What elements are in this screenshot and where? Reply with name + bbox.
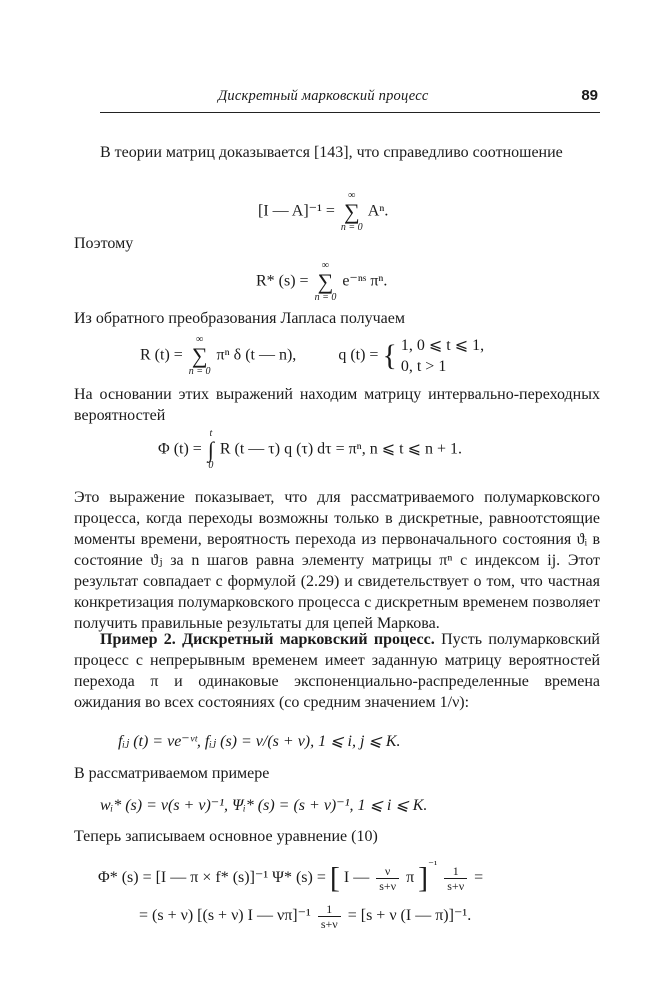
sum-symbol-2: ∞ ∑ n = 0: [314, 260, 337, 303]
fraction-1-over-s-plus-nu: $\frac{1}{s+\nu}$: [444, 864, 467, 893]
equation-3: [140, 334, 484, 378]
sum-symbol-1: ∞ ∑ n = 0: [340, 190, 363, 233]
eq2-lhs: R* (s) =: [256, 272, 309, 290]
eq4-lhs: Φ (t) =: [158, 440, 202, 458]
paragraph-2: Поэтому: [74, 235, 134, 252]
equation-1: [258, 190, 388, 234]
eq7-part-a: Φ* (s) = [I — π × f* (s)]⁻¹ Ψ* (s) =: [98, 869, 326, 886]
sum-symbol-3: ∞ ∑ n = 0: [188, 334, 211, 377]
eq7-part-c: π: [406, 869, 415, 886]
equation-6: wᵢ* (s) = ν(s + ν)⁻¹, Ψᵢ* (s) = (s + ν)⁻¹, 1 ⩽ i ⩽ K.: [100, 797, 428, 814]
right-bracket: ]: [418, 861, 429, 895]
page-number: 89: [581, 87, 598, 104]
left-brace: {: [382, 339, 397, 372]
running-title: Дискретный марковский процесс: [218, 88, 429, 104]
paragraph-1: В теории матриц доказывается [143], что справедливо соотношение: [100, 144, 563, 161]
equation-7: [98, 855, 483, 893]
eq4-rhs: R (t — τ) q (τ) dτ = πⁿ, n ⩽ t ⩽ n + 1.: [219, 440, 462, 458]
eq7-part-b: I —: [343, 869, 370, 886]
paragraph-5: Это выражение показывает, что для рассматриваемого полумарковского процесса, когда переходы возможны только в дискретные, равноотстоящие моменты времени, вероятность перехода из первоначального состояния ϑᵢ в состояние ϑⱼ за n шагов равна элементу матрицы πⁿ с индексом ij. Этот результат совпадает с формулой (2.29) и свидетельствует о том, что частная конкретизация полумарковского процесса с дискретным временем позволяет получить правильные результаты для цепей Маркова.: [74, 489, 600, 632]
paragraph-4: На основании этих выражений находим матрицу интервально-переходных вероятностей: [74, 386, 600, 424]
eq7-exponent: ⁻¹: [428, 859, 438, 871]
eq1-lhs: [I — A]⁻¹ =: [258, 202, 335, 220]
paragraph-example: [74, 629, 600, 713]
eq3-lhs: R (t) =: [140, 346, 183, 364]
equation-8: [139, 902, 471, 931]
eq8-part-a: = (s + ν) [(s + ν) I — νπ]⁻¹: [139, 907, 311, 925]
equation-5: fᵢⱼ (t) = νe⁻ᵛᵗ, fᵢⱼ (s) = ν/(s + ν), 1 ⩽ i, j ⩽ K.: [118, 733, 401, 750]
fraction-1-over-s-plus-nu-2: $\frac{1}{s+\nu}$: [318, 902, 341, 931]
eq1-rhs: Aⁿ.: [367, 202, 389, 220]
eq7-equals: =: [474, 869, 484, 886]
eq3-rhs: πⁿ δ (t — n),: [216, 346, 297, 364]
fraction-nu-over-s-plus-nu: $\frac{\nu}{s+\nu}$: [376, 864, 399, 893]
page-header: [100, 86, 600, 113]
equation-4: [158, 428, 462, 472]
eq8-part-b: = [s + ν (I — π)]⁻¹.: [347, 907, 472, 925]
eq2-rhs: e⁻ⁿˢ πⁿ.: [342, 272, 388, 290]
paragraph-7: В рассматриваемом примере: [74, 765, 270, 782]
equation-2: [256, 260, 387, 304]
example-text: Пусть полумарковский процесс с непрерывным временем имеет заданную матрицу вероятностей перехода π и одинаковые экспоненциально-распределенные времена ожидания во всех состояниях (со средним значением 1/ν):: [74, 631, 600, 711]
example-heading: Пример 2. Дискретный марковский процесс.: [100, 631, 435, 648]
left-bracket: [: [329, 861, 340, 895]
paragraph-8: Теперь записываем основное уравнение (10): [74, 828, 378, 845]
paragraph-3: Из обратного преобразования Лапласа получаем: [74, 310, 405, 327]
eq3-q: q (t) =: [338, 346, 379, 364]
eq3-cases: 1, 0 ⩽ t ⩽ 1, 0, t > 1: [400, 337, 485, 375]
integral-symbol: t ∫ 0: [207, 428, 214, 471]
